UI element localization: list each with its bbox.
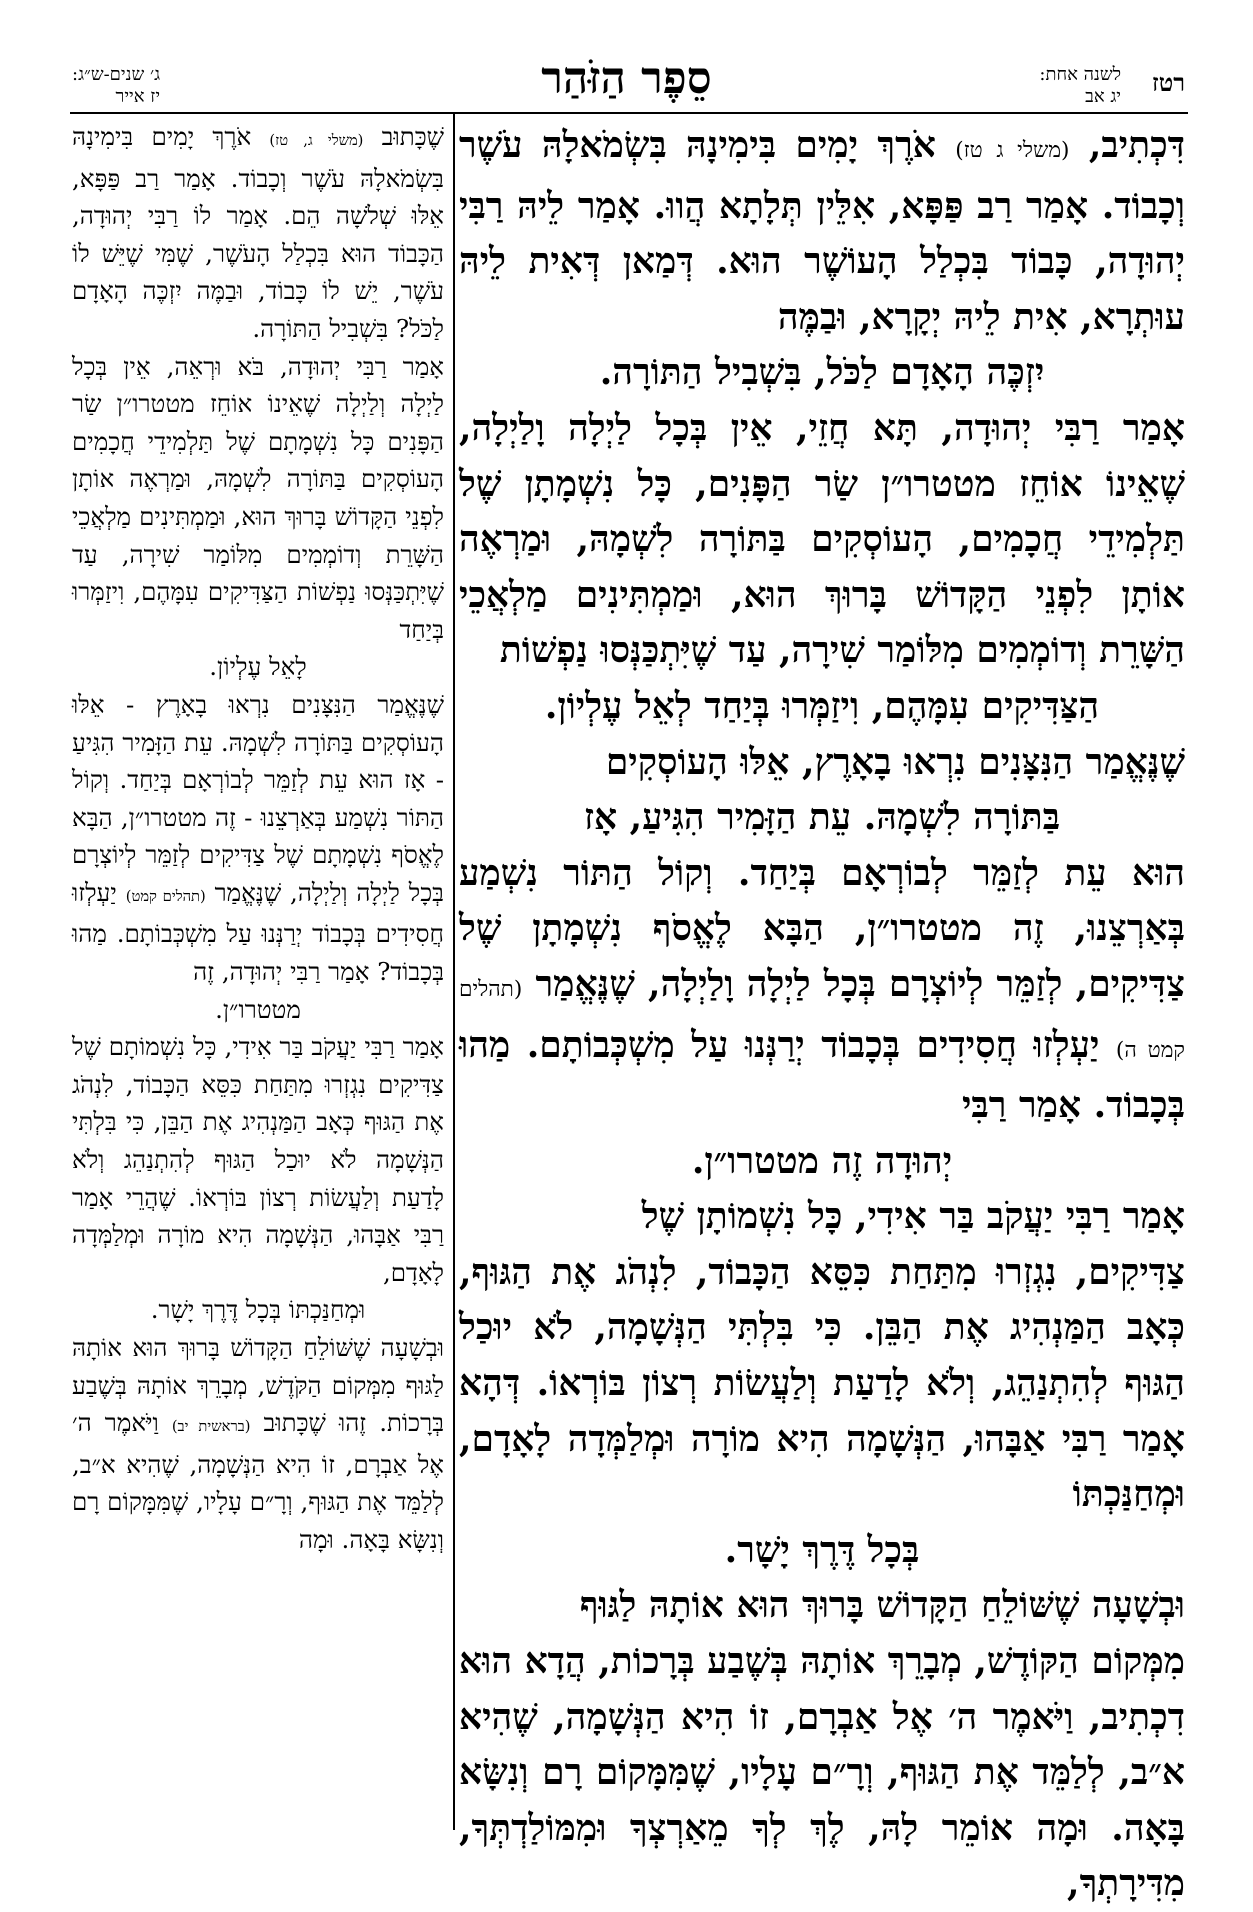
side-paragraph-3 — [72, 686, 444, 991]
main-p1-text: אֹרֶךְ יָמִים בִּימִינָהּ בִּשְׂמֹאלָהּ עֹשֶׁר וְכָבוֹד. אָמַר רַב פַּפָּא, אִלֵּין תְּלָתָא הֲווּ. אָמַר לֵיהּ רַבִּי יְהוּדָה, כָּבוֹד בִּכְלַל הָעוֹשֶׁר הוּא. דְּמַאן דְּאִית לֵיהּ עוּתְרָא, אִית לֵיהּ יְקָרָא, וּבַמֶּה — [459, 124, 1185, 338]
main-column — [459, 118, 1185, 1905]
side-paragraph-2: אָמַר רַבִּי יְהוּדָה, בֹּא וּרְאֵה, אֵין בְּכָל לַיְלָה וְלַיְלָה שֶׁאֵינוֹ אוֹחֵז מטטרו״ן שַׂר הַפָּנִים כָּל נִשְׁמָתָם שֶׁל תַּלְמִידֵי חֲכָמִים הָעוֹסְקִים בַּתּוֹרָה לִשְׁמָהּ, וּמַרְאֶה אוֹתָן לִפְנֵי הַקָּדוֹשׁ בָּרוּךְ הוּא, וּמַמְתִּינִים מַלְאֲכֵי הַשָּׁרֵת וְדוֹמְמִים מִלּוֹמַר שִׁירָה, עַד שֶׁיִּתְכַּנְּסוּ נַפְשׁוֹת הַצַּדִּיקִים עִמָּהֶם, וִיזַמְּרוּ בְּיַחַד — [72, 351, 444, 644]
three-year-date: יז אייר — [115, 86, 161, 107]
main-paragraph-4: אָמַר רַבִּי יַעֲקֹב בַּר אִידִי, כָּל נִשְׁמוֹתָן שֶׁל — [641, 1195, 1185, 1238]
main-p1-end: יִזְכֶּה הָאָדָם לַכֹּל, בִּשְׁבִיל הַתּוֹרָה. — [599, 351, 1045, 394]
side-p3-text: שֶׁנֶּאֱמַר הַנִּצָּנִים נִרְאוּ בָאָרֶץ - אֵלּוּ הָעוֹסְקִים בַּתּוֹרָה לִשְׁמָהּ. עֵת הַזָּמִיר הִגִּיעַ - אָז הוּא עֵת לְזַמֵּר לְבוֹרְאָם בְּיַחַד. וְקוֹל הַתּוֹר נִשְׁמַע בְּאַרְצֵנוּ - זֶה מטטרו״ן, הַבָּא לֶאֱסֹף נִשְׁמָתָם שֶׁל צַדִּיקִים לְזַמֵּר לְיוֹצְרָם בְּכָל לַיְלָה וְלַיְלָה, שֶׁנֶּאֱמַר — [72, 689, 444, 907]
main-p1-lead: דִּכְתִיב, — [1088, 124, 1185, 166]
one-year-label: לשנה אחת: — [1039, 64, 1121, 85]
main-paragraph-1 — [459, 118, 1185, 345]
main-paragraph-3-cont — [459, 846, 1185, 1134]
side-p5-rest: וַיֹּאמֶר ה׳ אֶל אַבְרָם, זוֹ הִיא הַנְּשָׁמָה, שֶׁהִיא א״ב, לְלַמֵּד אֶת הַגּוּף, וְרָ״ם עָלָיו, שֶׁמִּמָּקוֹם רָם וְנִשָּׂא בָּאָה. וּמָה — [72, 1408, 444, 1554]
side-paragraph-5 — [72, 1329, 444, 1559]
one-year-date: יג אב — [1085, 86, 1121, 107]
side-paragraph-4: אָמַר רַבִּי יַעֲקֹב בַּר אִידִי, כָּל נִשְׁמוֹתָם שֶׁל צַדִּיקִים נִגְזְרוּ מִתַּחַת כִּסֵּא הַכָּבוֹד, לִנְהֹג אֶת הַגּוּף כְּאָב הַמַּנְהִיג אֶת הַבֵּן, כִּי בִּלְתִּי הַנְּשָׁמָה לֹא יוּכַל הַגּוּף לְהִתְנַהֵג וְלֹא לָדַעַת וְלַעֲשׂוֹת רְצוֹן בּוֹרְאוֹ. שֶׁהֲרֵי אָמַר רַבִּי אַבָּהוּ, הַנְּשָׁמָה הִיא מוֹרָה וּמְלַמְּדָה לָאָדָם, — [72, 1032, 444, 1287]
side-p3-rest: יַעְלְזוּ חֲסִידִים בְּכָבוֹד יְרַנְּנוּ עַל מִשְׁכְּבוֹתָם. מַהוּ בְּכָבוֹד? אָמַר רַבִּי יְהוּדָה, זֶה — [72, 877, 444, 987]
three-year-schedule — [72, 64, 160, 108]
page-number: רטז — [1152, 68, 1185, 97]
translation-column — [72, 118, 444, 1838]
side-p3-source: (תהלים קמט) — [125, 887, 206, 905]
main-paragraph-3: שֶׁנֶּאֱמַר הַנִּצָּנִים נִרְאוּ בָאָרֶץ, אֵלּוּ הָעוֹסְקִים — [605, 740, 1185, 783]
column-divider — [453, 114, 455, 1830]
side-p5-source: (בראשית יב) — [171, 1418, 251, 1436]
main-p3-line2: בַּתּוֹרָה לִשְׁמָהּ. עֵת הַזָּמִיר הִגִּיעַ, אָז — [583, 796, 1061, 839]
side-p4-end: וּמְחַנַּכְתּוֹ בְּכָל דֶּרֶךְ יָשָׁר. — [150, 1295, 366, 1325]
main-p3-end: יְהוּדָה זֶה מטטרו״ן. — [691, 1139, 953, 1182]
main-p3-source: (תהלים קמט ה) — [459, 976, 1185, 1063]
main-paragraph-2: אָמַר רַבִּי יְהוּדָה, תָּא חֲזֵי, אֵין בְּכָל לַיְלָה וָלַיְלָה, שֶׁאֵינוֹ אוֹחֵז מטטרו״ן שַׂר הַפָּנִים, כָּל נִשְׁמָתָן שֶׁל תַּלְמִידֵי חֲכָמִים, הָעוֹסְקִים בַּתּוֹרָה לִשְׁמָהּ, וּמַרְאֶה אוֹתָן לִפְנֵי הַקָּדוֹשׁ בָּרוּךְ הוּא, וּמַמְתִּינִים מַלְאֲכֵי הַשָּׁרֵת וְדוֹמְמִים מִלּוֹמַר שִׁירָה, עַד שֶׁיִּתְכַּנְּסוּ נַפְשׁוֹת — [459, 406, 1185, 672]
main-p3-rest: יַעְלְזוּ חֲסִידִים בְּכָבוֹד יְרַנְּנוּ עַל מִשְׁכְּבוֹתָם. מַהוּ בְּכָבוֹד. אָמַר רַבִּי — [459, 1023, 1185, 1127]
page-title: סֵפֶר הַזֹּהַר — [541, 53, 712, 104]
side-p3-end: מטטרו״ן. — [215, 994, 301, 1024]
main-paragraph-5-cont: מִמְּקוֹם הַקּוֹדֶשׁ, מְבָרֵךְ אוֹתָהּ בְּשֶׁבַע בְּרָכוֹת, הֲדָא הוּא דִכְתִיב, וַיֹּאמֶר ה׳ אֶל אַבְרָם, זוֹ הִיא הַנְּשָׁמָה, שֶׁהִיא א״ב, לְלַמֵּד אֶת הַגּוּף, וְרָ״ם עָלָיו, שֶׁמִּמָּקוֹם רָם וְנִשָּׂא בָּאָה. וּמָה אוֹמֵר לָהּ, לֶךְ לְךָ מֵאַרְצְךָ וּמִמּוֹלַדְתְּךָ, מִדִּירָתְךָ, — [459, 1640, 1185, 1905]
three-year-label: ג׳ שנים-ש״ג: — [72, 64, 161, 85]
main-p2-end: הַצַּדִּיקִים עִמָּהֶם, וִיזַמְּרוּ בְּיַחַד לְאֵל עֶלְיוֹן. — [544, 684, 1100, 727]
side-p1-lead: שֶׁכָּתוּב — [381, 122, 445, 151]
header-divider — [70, 112, 1188, 114]
side-p2-end: לָאֵל עֶלְיוֹן. — [209, 652, 307, 682]
main-paragraph-4-cont: צַדִּיקִים, נִגְזְרוּ מִתַּחַת כִּסֵּא הַכָּבוֹד, לִנְהֹג אֶת הַגּוּף, כְּאָב הַמַּנְהִיג אֶת הַבֵּן. כִּי בִּלְתִּי הַנְּשָׁמָה, לֹא יוּכַל הַגּוּף לְהִתְנַהֵג, וְלֹא לָדַעַת וְלַעֲשׂוֹת רְצוֹן בּוֹרְאוֹ. דְּהָא אָמַר רַבִּי אַבָּהוּ, הַנְּשָׁמָה הִיא מוֹרָה וּמְלַמְּדָה לָאָדָם, וּמְחַנַּכְתּוֹ — [459, 1250, 1185, 1516]
main-p3-text: הוּא עֵת לְזַמֵּר לְבוֹרְאָם בְּיַחַד. וְקוֹל הַתּוֹר נִשְׁמַע בְּאַרְצֵנוּ, זֶה מטטרו״ן, הַבָּא לֶאֱסֹף נִשְׁמָתָן שֶׁל צַדִּיקִים, לְזַמֵּר לְיוֹצְרָם בְּכָל לַיְלָה וָלַיְלָה, שֶׁנֶּאֱמַר — [459, 851, 1185, 1005]
side-paragraph-1 — [72, 118, 444, 348]
main-p4-end: בְּכָל דֶּרֶךְ יָשָׁר. — [724, 1528, 920, 1571]
side-p1-text: אֹרֶךְ יָמִים בִּימִינָהּ בִּשְׂמֹאלָהּ עֹשֶׁר וְכָבוֹד. אָמַר רַב פַּפָּא, אֵלּוּ שְׁלֹשָׁה הֵם. אָמַר לוֹ רַבִּי יְהוּדָה, הַכָּבוֹד הוּא בִּכְלַל הָעֹשֶׁר, שֶׁמִּי שֶׁיֵּשׁ לוֹ עֹשֶׁר, יֵשׁ לוֹ כָּבוֹד, וּבַמֶּה יִזְכֶּה הָאָדָם לַכֹּל? בִּשְׁבִיל הַתּוֹרָה. — [72, 122, 444, 343]
main-paragraph-5: וּבְשָׁעָה שֶׁשּׁוֹלֵחַ הַקָּדוֹשׁ בָּרוּךְ הוּא אוֹתָהּ לַגּוּף — [579, 1584, 1185, 1627]
side-p1-source: (משלי ג, טז) — [269, 132, 364, 149]
side-p5-text: וּבְשָׁעָה שֶׁשּׁוֹלֵחַ הַקָּדוֹשׁ בָּרוּךְ הוּא אוֹתָהּ לַגּוּף מִמְּקוֹם הַקֹּדֶשׁ, מְבָרֵךְ אוֹתָהּ בְּשֶׁבַע בְּרָכוֹת. זֶהוּ שֶׁכָּתוּב — [72, 1333, 445, 1438]
main-p1-source: (משלי ג טז) — [955, 138, 1070, 163]
